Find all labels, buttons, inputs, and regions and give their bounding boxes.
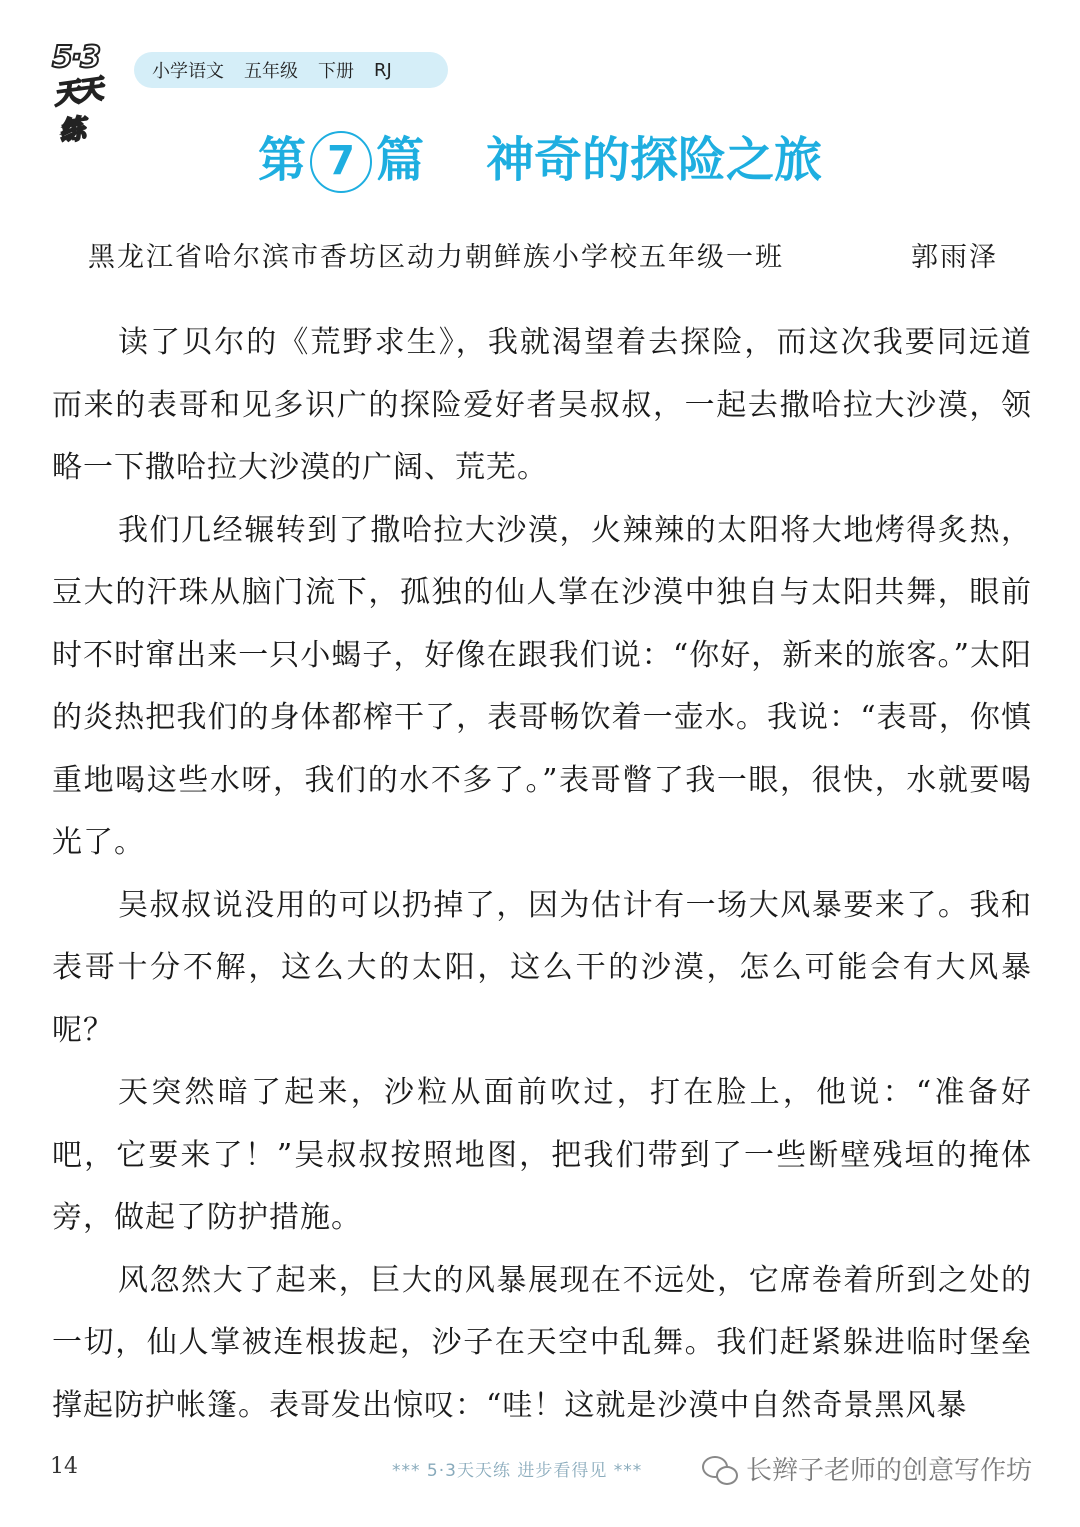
paragraph: 天突然暗了起来，沙粒从面前吹过，打在脸上，他说：“准备好吧，它要来了！”吴叔叔按照地图，把我们带到了一些断壁残垣的掩体旁，做起了防护措施。 [52,1075,1032,1235]
watermark-text: 长辫子老师的创意写作坊 [746,1456,1033,1486]
paragraph: 吴叔叔说没用的可以扔掉了，因为估计有一场大风暴要来了。我和表哥十分不解，这么大的太阳，这么干的沙漠，怎么可能会有大风暴呢？ [52,887,1032,1048]
footer-slogan: *** 5·3天天练 进步看得见 *** [392,1461,643,1481]
logo-text: 天天练 [52,74,102,148]
title-prefix: 第 [257,132,306,188]
paragraph: 风忽然大了起来，巨大的风暴展现在不远处，它席卷着所到之处的一切，仙人掌被连根拔起，沙子在天空中乱舞。我们赶紧躲进临时堡垒撑起防护帐篷。表哥发出惊叹：“哇！这就是沙漠中自然奇景黑风暴 [52,1262,1032,1423]
title-name: 神奇的探险之旅 [486,132,823,188]
page-footer [0,1450,1080,1500]
series-logo [44,40,124,148]
title-number-circle: 7 [310,131,372,193]
article-body [52,312,1032,1437]
paragraph: 读了贝尔的《荒野求生》，我就渴望着去探险，而这次我要同远道而来的表哥和见多识广的探险爱好者吴叔叔，一起去撒哈拉大沙漠，领略一下撒哈拉大沙漠的广阔、荒芜。 [52,325,1032,485]
logo-number: 5·3 [52,40,100,75]
page-header [44,40,464,148]
volume-label: 下册 [318,61,354,82]
grade-label: 五年级 [244,61,298,82]
school-name: 黑龙江省哈尔滨市香坊区动力朝鲜族小学校五年级一班 [88,242,784,273]
page-number: 14 [50,1454,78,1479]
paragraph: 我们几经辗转到了撒哈拉大沙漠，火辣辣的太阳将大地烤得炙热，豆大的汗珠从脑门流下，孤独的仙人掌在沙漠中独自与太阳共舞，眼前时不时窜出来一只小蝎子，好像在跟我们说：“你好，新来的旅客。”太阳的炎热把我们的身体都榨干了，表哥畅饮着一壶水。我说：“表哥，你慎重地喝这些水呀，我们的水不多了。”表哥瞥了我一眼，很快，水就要喝光了。 [52,512,1032,860]
byline [88,238,998,278]
title-suffix: 篇 [375,132,424,188]
author-name: 郭雨泽 [911,242,998,273]
book-info-pill [134,52,448,88]
edition-label: RJ [374,59,392,81]
watermark [702,1450,1032,1487]
wechat-icon [702,1454,738,1484]
subject-label: 小学语文 [152,61,224,82]
article-title [0,128,1080,193]
